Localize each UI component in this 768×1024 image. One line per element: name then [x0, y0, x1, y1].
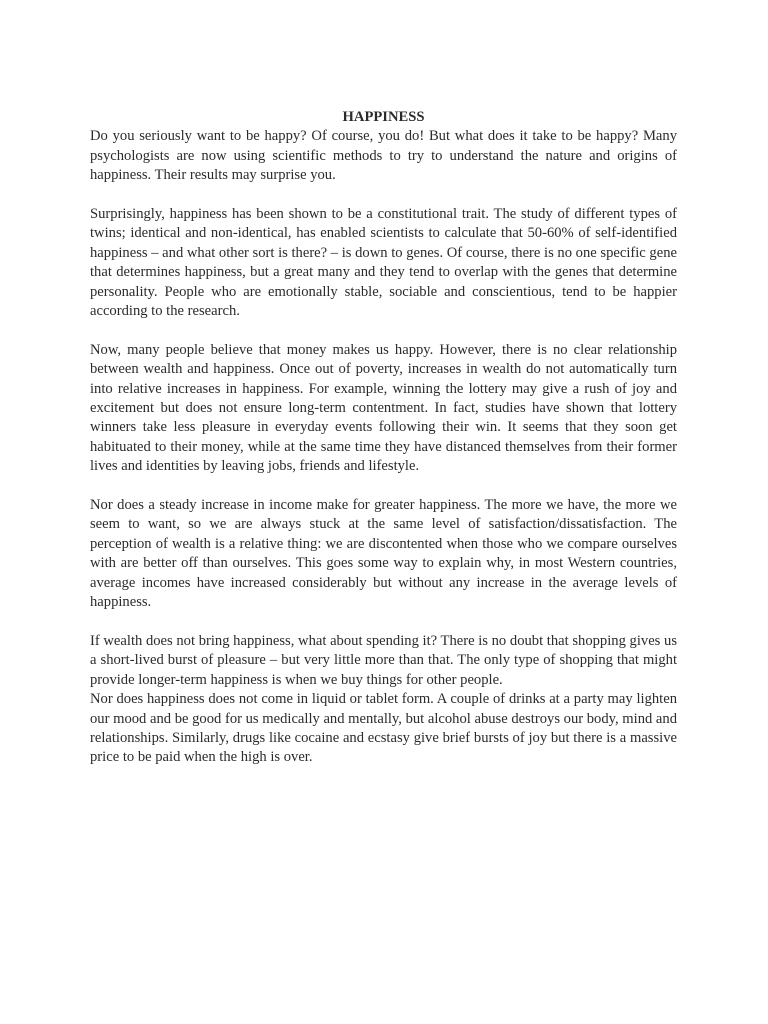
paragraph-gap: [90, 613, 677, 632]
paragraph-gap: [90, 321, 677, 340]
document-page: [90, 108, 677, 768]
paragraph-gap: [90, 477, 677, 496]
paragraph-intro: Do you seriously want to be happy? Of course, you do! But what does it take to be happy? Many psychologists are now using scientific methods to try to understand the nature and origins of happiness. Their results may surprise you.: [90, 128, 677, 184]
paragraph-shopping: If wealth does not bring happiness, what about spending it? There is no doubt that shopping gives us a short-lived burst of pleasure – but very little more than that. The only type of shopping that might provide longer-term happiness is when we buy things for other people.: [90, 632, 677, 688]
paragraph-substances: Nor does happiness does not come in liquid or tablet form. A couple of drinks at a party may lighten our mood and be good for us medically and mentally, but alcohol abuse destroys our body, mind and relationships. Similarly, drugs like cocaine and ecstasy give brief bursts of joy but there is a massive price to be paid when the high is over.: [90, 691, 678, 766]
paragraph-income: Nor does a steady increase in income make for greater happiness. The more we have, the more we seem to want, so we are always stuck at the same level of satisfaction/dissatisfaction. The perception of wealth is a relative thing: we are discontented when those who we compare ourselves with are better off than ourselves. This goes some way to explain why, in most Western countries, average incomes have increased considerably but without any increase in the average levels of happiness.: [90, 497, 677, 611]
paragraph-money: Now, many people believe that money makes us happy. However, there is no clear relationship between wealth and happiness. Once out of poverty, increases in wealth do not automatically turn into relative increases in happiness. For example, winning the lottery may give a rush of joy and excitement but does not ensure long-term contentment. In fact, studies have shown that lottery winners take less pleasure in everyday events following their win. It seems that they soon get habituated to their money, while at the same time they have distanced themselves from their former lives and identities by leaving jobs, friends and lifestyle.: [90, 341, 677, 475]
paragraph-gap: [90, 186, 677, 205]
document-title: HAPPINESS: [342, 109, 425, 125]
paragraph-genes: Surprisingly, happiness has been shown to be a constitutional trait. The study of different types of twins; identical and non-identical, has enabled scientists to calculate that 50-60% of self-identified happiness – and what other sort is there? – is down to genes. Of course, there is no one specific gene that determines happiness, but a great many and they tend to overlap with the genes that determine personality. People who are emotionally stable, sociable and conscientious, tend to be happier according to the research.: [90, 206, 677, 320]
